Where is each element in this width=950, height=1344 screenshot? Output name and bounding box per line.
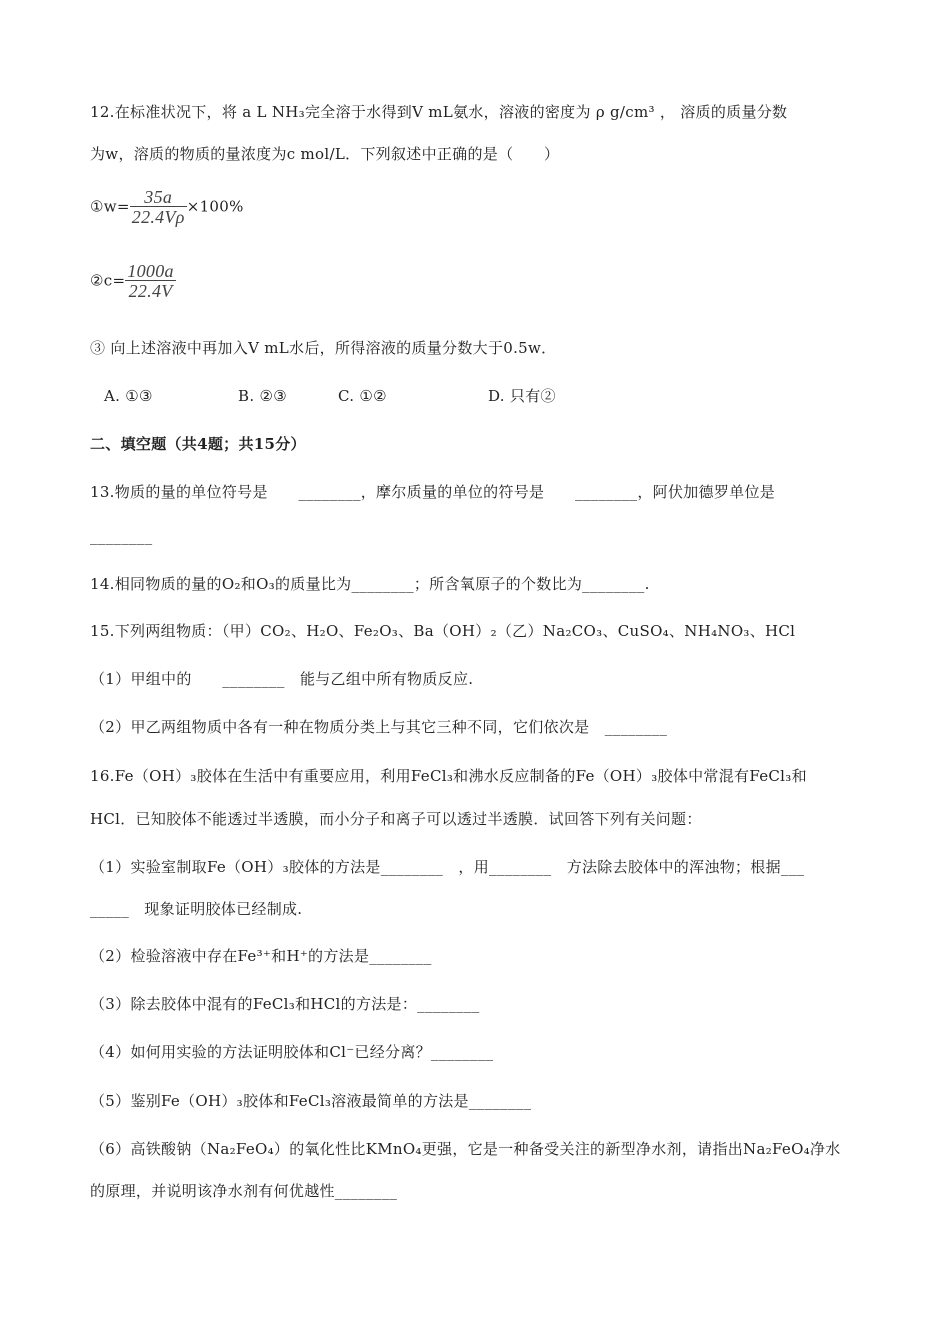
c-fraction [125,262,176,301]
section-title: 二、填空题（共4题；共15分） [90,435,306,453]
q16-sub1a: （1）实验室制取Fe（OH）₃胶体的方法是________ ，用________ 方法除去胶体中的浑浊物；根据___ [90,858,805,876]
q12-item2 [90,262,176,301]
w-fraction-denominator: 22.4Vρ [131,207,185,227]
item2-prefix: ②c= [90,271,126,290]
q13-line1: 13.物质的量的单位符号是 ________，摩尔质量的单位的符号是 ________，阿伏加德罗单位是 [90,483,776,501]
q16-sub2: （2）检验溶液中存在Fe³⁺和H⁺的方法是________ [90,947,432,965]
q15-sub2: （2）甲乙两组物质中各有一种在物质分类上与其它三种不同，它们依次是 ________ [90,718,668,736]
q16-sub1b: _____ 现象证明胶体已经制成. [90,900,303,918]
q16-line1: 16.Fe（OH）₃胶体在生活中有重要应用，利用FeCl₃和沸水反应制备的Fe（OH）₃胶体中常混有FeCl₃和 [90,767,807,785]
q15-line1: 15.下列两组物质：（甲）CO₂、H₂O、Fe₂O₃、Ba（OH）₂（乙）Na₂CO₃、CuSO₄、NH₄NO₃、HCl [90,622,796,640]
q16-sub5: （5）鉴别Fe（OH）₃胶体和FeCl₃溶液最简单的方法是________ [90,1092,532,1110]
q12-line2: 为w，溶质的物质的量浓度为c mol/L．下列叙述中正确的是（ ） [90,145,560,163]
item1-suffix: ×100% [186,197,244,216]
q15-sub1: （1）甲组中的 ________ 能与乙组中所有物质反应. [90,670,474,688]
w-fraction [130,188,187,227]
q16-sub4: （4）如何用实验的方法证明胶体和Cl⁻已经分离？________ [90,1043,494,1061]
q12-line1: 12.在标准状况下，将 a L NH₃完全溶于水得到V mL氨水，溶液的密度为 ρ g/cm³ ， 溶质的质量分数 [90,103,788,121]
q16-sub6b: 的原理，并说明该净水剂有何优越性________ [90,1182,398,1200]
q16-sub3: （3）除去胶体中混有的FeCl₃和HCl的方法是：________ [90,995,480,1013]
c-fraction-denominator: 22.4V [125,280,176,301]
q14-line1: 14.相同物质的量的O₂和O₃的质量比为________；所含氧原子的个数比为________. [90,575,650,593]
option-b: B. ②③ [238,387,287,405]
c-fraction-numerator: 1000a [127,261,174,281]
q16-sub6a: （6）高铁酸钠（Na₂FeO₄）的氧化性比KMnO₄更强，它是一种备受关注的新型净水剂，请指出Na₂FeO₄净水 [90,1140,841,1158]
q13-line2: ________ [90,527,153,545]
option-a: A. ①③ [104,387,153,405]
q12-item3: ③ 向上述溶液中再加入V mL水后，所得溶液的质量分数大于0.5w． [90,339,557,357]
option-c: C. ①② [338,387,387,405]
q12-item1 [90,188,244,227]
w-fraction-numerator: 35a [144,187,173,207]
option-d: D. 只有② [488,387,556,405]
item1-prefix: ①w= [90,197,130,216]
q16-line2: HCl．已知胶体不能透过半透膜，而小分子和离子可以透过半透膜．试回答下列有关问题： [90,810,702,828]
